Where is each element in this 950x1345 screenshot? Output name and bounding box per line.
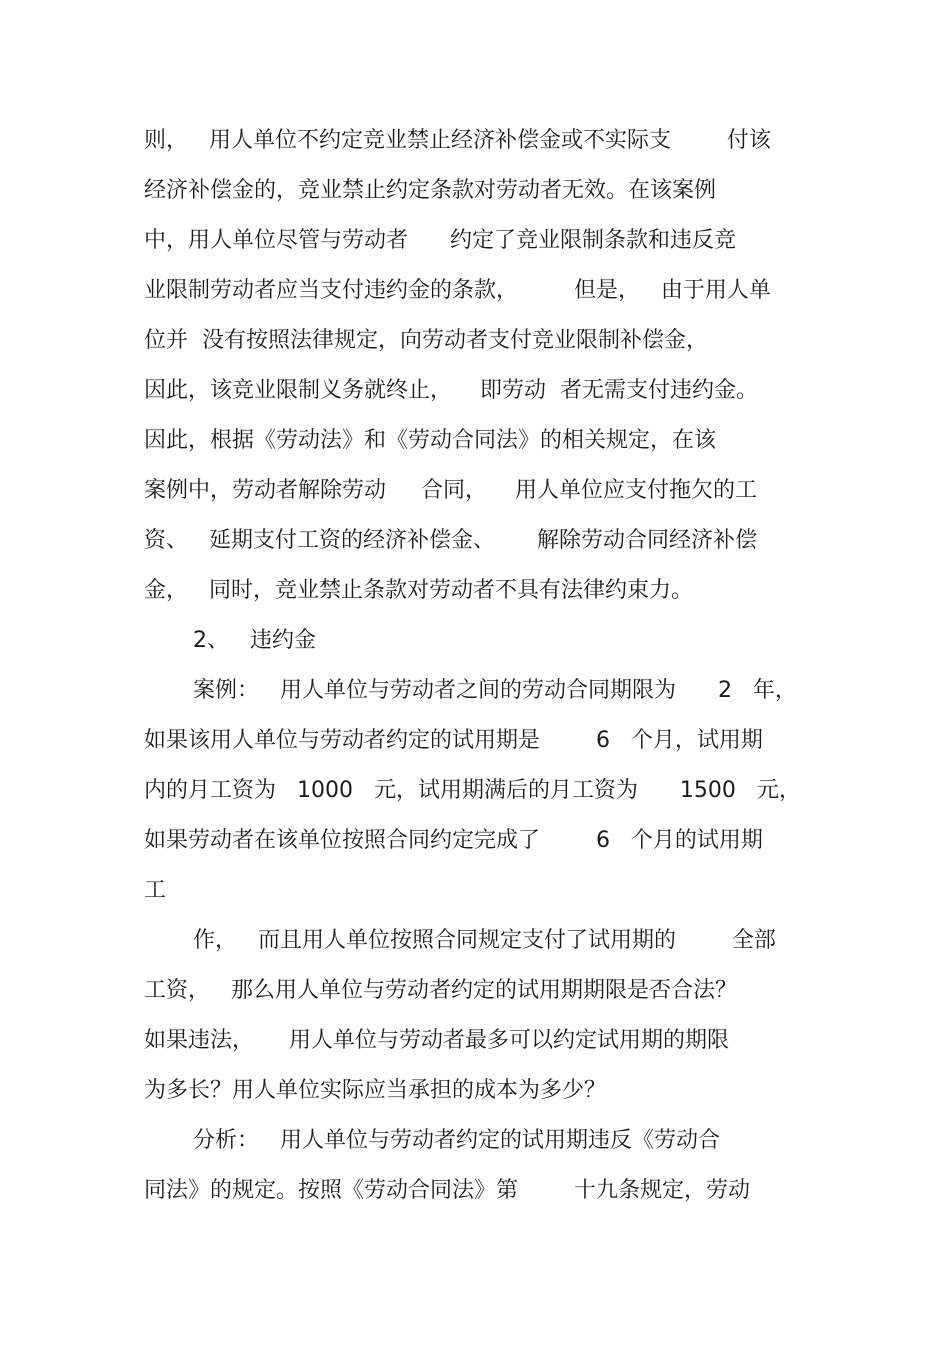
text-line: 则， 用人单位不约定竞业禁止经济补偿金或不实际支 付该 xyxy=(144,128,771,153)
text-line: 资、 延期支付工资的经济补偿金、 解除劳动合同经济补偿 xyxy=(144,528,757,553)
text-line: 金， 同时，竞业禁止条款对劳动者不具有法律约束力。 xyxy=(144,578,693,603)
text-line: 案例中，劳动者解除劳动 合同， 用人单位应支付拖欠的工 xyxy=(144,478,757,503)
text-line: 案例： 用人单位与劳动者之间的劳动合同期限为 2 年， xyxy=(193,678,797,703)
text-line: 中，用人单位尽管与劳动者 约定了竞业限制条款和违反竞 xyxy=(144,228,736,253)
text-line: 经济补偿金的，竞业禁止约定条款对劳动者无效。在该案例 xyxy=(144,178,717,203)
text-line: 为多长？用人单位实际应当承担的成本为多少？ xyxy=(144,1078,607,1103)
text-line: 工 xyxy=(144,878,167,903)
text-line: 位并 没有按照法律规定，向劳动者支付竞业限制补偿金， xyxy=(144,328,708,353)
text-line: 业限制劳动者应当支付违约金的条款， 但是， 由于用人单 xyxy=(144,278,771,303)
text-line: 同法》的规定。按照《劳动合同法》第 十九条规定，劳动 xyxy=(144,1178,750,1203)
text-line: 作， 而且用人单位按照合同规定支付了试用期的 全部 xyxy=(193,928,776,953)
text-line: 工资， 那么用人单位与劳动者约定的试用期期限是否合法？ xyxy=(144,978,737,1003)
text-line: 如果违法， 用人单位与劳动者最多可以约定试用期的期限 xyxy=(144,1028,729,1053)
text-line: 因此，该竞业限制义务就终止， 即劳动 者无需支付违约金。 xyxy=(144,378,758,403)
section-heading: 2、 违约金 xyxy=(193,628,316,653)
text-line: 因此，根据《劳动法》和《劳动合同法》的相关规定，在该 xyxy=(144,428,717,453)
text-line: 如果劳动者在该单位按照合同约定完成了 6 个月的试用期 xyxy=(144,828,763,853)
text-line: 如果该用人单位与劳动者约定的试用期是 6 个月，试用期 xyxy=(144,728,763,753)
text-line: 内的月工资为 1000 元，试用期满后的月工资为 1500 元， xyxy=(144,778,801,803)
text-line: 分析： 用人单位与劳动者约定的试用期违反《劳动合 xyxy=(193,1128,720,1153)
